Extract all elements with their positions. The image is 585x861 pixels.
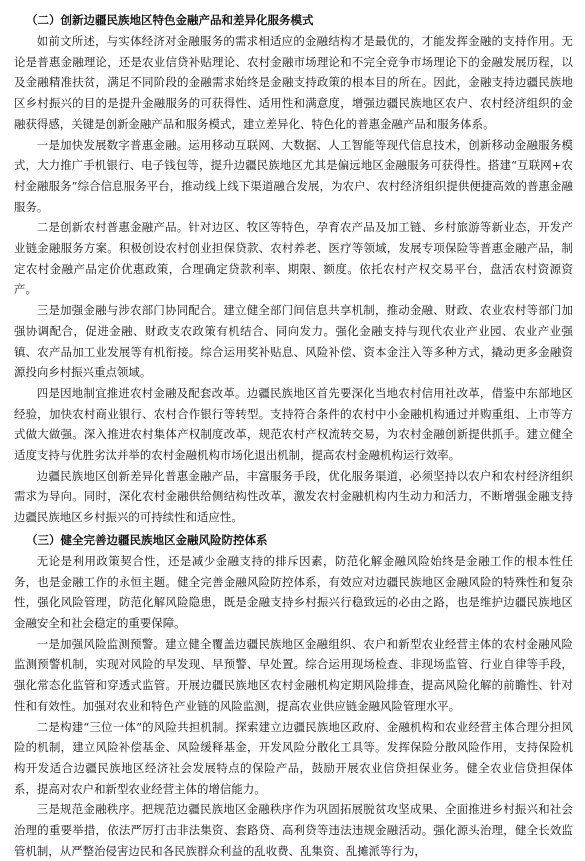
paragraph: 三是加强金融与涉农部门协同配合。建立健全部门间信息共享机制，推动金融、财政、农业农村等部门加强协调配合，促进金融、财政支农政策有机结合、同向发力。强化金融支持与现代农业产业园、农业产业强镇、农产品加工业发展等有机衔接。综合运用奖补贴息、风险补偿、资本金注入等多种方式，撬动更多金融资源投向乡村振兴重点领域。 [14,303,573,380]
section-heading: （三）健全完善边疆民族地区金融风险防控体系 [26,532,268,547]
paragraph: 二是构建“三位一体”的风险共担机制。探索建立边疆民族地区政府、金融机构和农业经营主体合理分担风险的机制，建立风险补偿基金、风险缓释基金，开发风险分散化工具等。发挥保险分散风险作用，支持保险机构开发适合边疆民族地区经济社会发展特点的保险产品，鼓励开展农业信贷担保业务。健全农业信贷担保体系，提高对农户和新型农业经营主体的增信能力。 [14,719,573,796]
paragraph: 二是创新农村普惠金融产品。针对边区、牧区等特色，孕育农产品及加工链、乡村旅游等新业态，开发产业链金融服务方案。积极创设农村创业担保贷款、农村养老、医疗等领域，发展专项保险等普惠金融产品，制定农村金融产品定价优惠政策，合理确定贷款利率、期限、额度。依托农村产权交易平台，盘活农村资源资产。 [14,220,573,297]
paragraph: 无论是利用政策契合性，还是减少金融支持的排斥因素，防范化解金融风险始终是金融工作的根本性任务，也是金融工作的永恒主题。健全完善金融风险防控体系，有效应对边疆民族地区金融风险的特殊性和复杂性，强化风险管理，防范化解风险隐患，既是金融支持乡村振兴行稳致远的必由之路，也是维护边疆民族地区金融安全和社会稳定的重要保障。 [14,553,573,630]
paragraph: 三是规范金融秩序。把规范边疆民族地区金融秩序作为巩固拓展脱贫攻坚成果、全面推进乡村振兴和社会治理的重要举措，依法严厉打击非法集资、套路贷、高利贷等违法违规金融活动。强化源头治理，健全长效监管机制，从严整治侵害边民和各民族群众利益的乱收费、乱集资、乱摊派等行为， [14,802,573,858]
paragraph: 一是加快发展数字普惠金融。运用移动互联网、大数据、人工智能等现代信息技术，创新移动金融服务模式，大力推广手机银行、电子钱包等，提升边疆民族地区尤其是偏远地区金融服务可获得性。搭建“互联网+农村金融服务”综合信息服务平台，推动线上线下渠道融合发展，为农户、农村经济组织提供便捷高效的普惠金融服务。 [14,137,573,214]
paragraph: 一是加强风险监测预警。建立健全覆盖边疆民族地区金融组织、农户和新型农业经营主体的农村金融风险监测预警机制，实现对风险的早发现、早预警、早处置。综合运用现场检查、非现场监管、行业自律等手段，强化常态化监管和穿透式监管。开展边疆民族地区农村金融机构定期风险排查，提高风险化解的前瞻性、针对性和有效性。加强对农业和特色产业链的风险监测，提高农业供应链金融风险管理水平。 [14,636,573,713]
paragraph: 如前文所述，与实体经济对金融服务的需求相适应的金融结构才是最优的，才能发挥金融的支持作用。无论是普惠金融理论，还是农业信贷补贴理论、农村金融市场理论和不完全竞争市场理论下的金融发展历程，以及金融精准扶贫，满足不同阶段的金融需求始终是金融支持政策的根本目的所在。因此，金融支持边疆民族地区乡村振兴的目的是提升金融服务的可获得性、适用性和满意度，增强边疆民族地区农户、农村经济组织的金融获得感，关键是创新金融产品和服务模式，建立差异化、特色化的普惠金融产品和服务体系。 [14,34,573,131]
section-special-financial-products [14,10,573,528]
section-risk-control-system [14,530,573,861]
section-heading: （二）创新边疆民族地区特色金融产品和差异化服务模式 [26,13,314,27]
paragraph: 四是因地制宜推进农村金融及配套改革。边疆民族地区首先要深化当地农村信用社改革，借鉴中东部地区经验，加快农村商业银行、农村合作银行等转型。支持符合条件的农村中小金融机构通过并购重组、上市等方式做大做强。深入推进农村集体产权制度改革，规范农村产权流转交易，为农村金融创新提供抓手。建立健全适度支持与优胜劣汰并举的农村金融机构市场化退出机制，提高农村金融机构运行效率。 [14,385,573,463]
paragraph: 边疆民族地区创新差异化普惠金融产品，丰富服务手段，优化服务渠道，必须坚持以农户和农村经济组织需求为导向。同时，深化农村金融供给侧结构性改革，激发农村金融机构内生动力和活力，不断增强金融支持边疆民族地区乡村振兴的可持续性和适应性。 [14,468,573,525]
